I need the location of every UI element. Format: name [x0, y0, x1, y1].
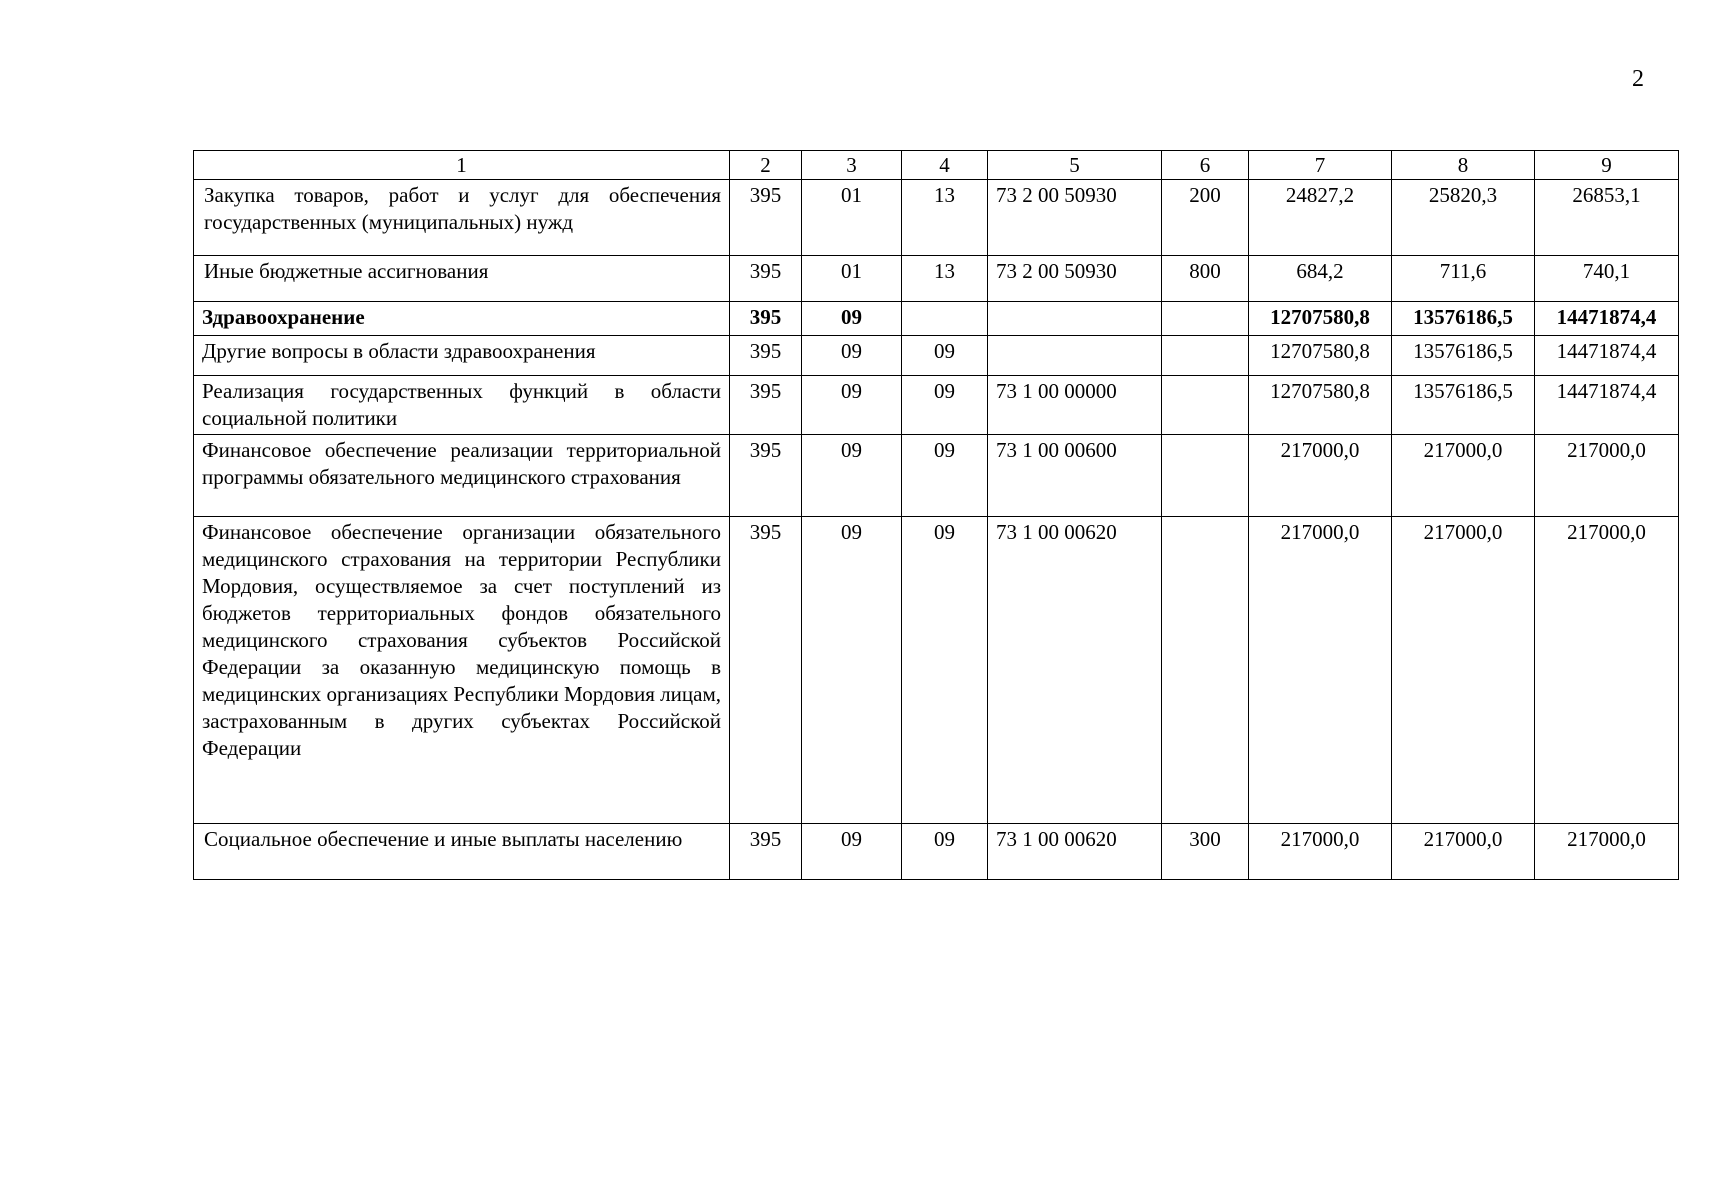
row-col8: 13576186,5	[1392, 336, 1535, 376]
row-name: Иные бюджетные ассигнования	[194, 256, 730, 302]
row-col2: 395	[730, 435, 802, 517]
row-col6: 300	[1162, 824, 1249, 880]
row-col8: 217000,0	[1392, 824, 1535, 880]
row-col2: 395	[730, 336, 802, 376]
row-col4: 09	[902, 824, 988, 880]
header-cell: 7	[1249, 151, 1392, 180]
row-col8: 217000,0	[1392, 517, 1535, 824]
header-cell: 1	[194, 151, 730, 180]
row-col3: 01	[802, 180, 902, 256]
row-col6	[1162, 302, 1249, 336]
row-col2: 395	[730, 302, 802, 336]
table-row	[194, 180, 1679, 256]
row-col4: 09	[902, 376, 988, 435]
table-row	[194, 256, 1679, 302]
row-name: Финансовое обеспечение организации обязательного медицинского страхования на территории Республики Мордовия, осуществляемое за счет поступлений из бюджетов территориальных фондов обязательного медицинского страхования субъектов Российской Федерации за оказанную медицинскую помощь в медицинских организациях Республики Мордовия лицам, застрахованным в других субъектах Российской Федерации	[194, 517, 730, 824]
row-name: Финансовое обеспечение реализации территориальной программы обязательного медицинского страхования	[194, 435, 730, 517]
row-name: Социальное обеспечение и иные выплаты населению	[194, 824, 730, 880]
row-name: Здравоохранение	[194, 302, 730, 336]
row-col4: 13	[902, 256, 988, 302]
budget-table	[193, 150, 1679, 880]
row-col5: 73 1 00 00620	[988, 517, 1162, 824]
row-col9: 217000,0	[1535, 517, 1679, 824]
header-row	[194, 151, 1679, 180]
row-col5: 73 2 00 50930	[988, 256, 1162, 302]
header-cell: 6	[1162, 151, 1249, 180]
row-col9: 217000,0	[1535, 824, 1679, 880]
row-col3: 09	[802, 336, 902, 376]
row-col8: 711,6	[1392, 256, 1535, 302]
row-col8: 217000,0	[1392, 435, 1535, 517]
row-col9: 26853,1	[1535, 180, 1679, 256]
row-col8: 13576186,5	[1392, 376, 1535, 435]
row-col5	[988, 336, 1162, 376]
row-col7: 217000,0	[1249, 517, 1392, 824]
header-cell: 9	[1535, 151, 1679, 180]
row-col6	[1162, 435, 1249, 517]
row-col6	[1162, 336, 1249, 376]
table-row	[194, 376, 1679, 435]
row-col8: 25820,3	[1392, 180, 1535, 256]
row-col4: 13	[902, 180, 988, 256]
row-col6	[1162, 517, 1249, 824]
row-name: Закупка товаров, работ и услуг для обеспечения государственных (муниципальных) нужд	[194, 180, 730, 256]
header-cell: 8	[1392, 151, 1535, 180]
row-col2: 395	[730, 824, 802, 880]
row-col5: 73 1 00 00620	[988, 824, 1162, 880]
row-col7: 217000,0	[1249, 435, 1392, 517]
row-col9: 14471874,4	[1535, 302, 1679, 336]
row-col6: 800	[1162, 256, 1249, 302]
row-col3: 09	[802, 376, 902, 435]
row-col2: 395	[730, 256, 802, 302]
row-col7: 12707580,8	[1249, 336, 1392, 376]
row-col4	[902, 302, 988, 336]
row-col8: 13576186,5	[1392, 302, 1535, 336]
row-col7: 24827,2	[1249, 180, 1392, 256]
row-col9: 14471874,4	[1535, 336, 1679, 376]
row-col5: 73 1 00 00000	[988, 376, 1162, 435]
row-col3: 09	[802, 517, 902, 824]
table-row	[194, 517, 1679, 824]
row-name: Реализация государственных функций в области социальной политики	[194, 376, 730, 435]
row-col9: 740,1	[1535, 256, 1679, 302]
row-col4: 09	[902, 435, 988, 517]
row-col7: 12707580,8	[1249, 376, 1392, 435]
row-col2: 395	[730, 180, 802, 256]
row-col9: 14471874,4	[1535, 376, 1679, 435]
row-col9: 217000,0	[1535, 435, 1679, 517]
row-col3: 09	[802, 302, 902, 336]
header-cell: 2	[730, 151, 802, 180]
row-col7: 684,2	[1249, 256, 1392, 302]
row-col7: 12707580,8	[1249, 302, 1392, 336]
row-col6	[1162, 376, 1249, 435]
table-row	[194, 336, 1679, 376]
header-cell: 3	[802, 151, 902, 180]
row-col3: 09	[802, 435, 902, 517]
row-col2: 395	[730, 517, 802, 824]
header-cell: 4	[902, 151, 988, 180]
table-row	[194, 435, 1679, 517]
row-col6: 200	[1162, 180, 1249, 256]
row-col4: 09	[902, 336, 988, 376]
header-cell: 5	[988, 151, 1162, 180]
table-row	[194, 302, 1679, 336]
row-col3: 01	[802, 256, 902, 302]
row-col4: 09	[902, 517, 988, 824]
row-col5: 73 2 00 50930	[988, 180, 1162, 256]
table-row	[194, 824, 1679, 880]
page-number: 2	[1632, 66, 1644, 92]
row-col3: 09	[802, 824, 902, 880]
row-col5: 73 1 00 00600	[988, 435, 1162, 517]
row-col2: 395	[730, 376, 802, 435]
row-col5	[988, 302, 1162, 336]
row-name: Другие вопросы в области здравоохранения	[194, 336, 730, 376]
row-col7: 217000,0	[1249, 824, 1392, 880]
